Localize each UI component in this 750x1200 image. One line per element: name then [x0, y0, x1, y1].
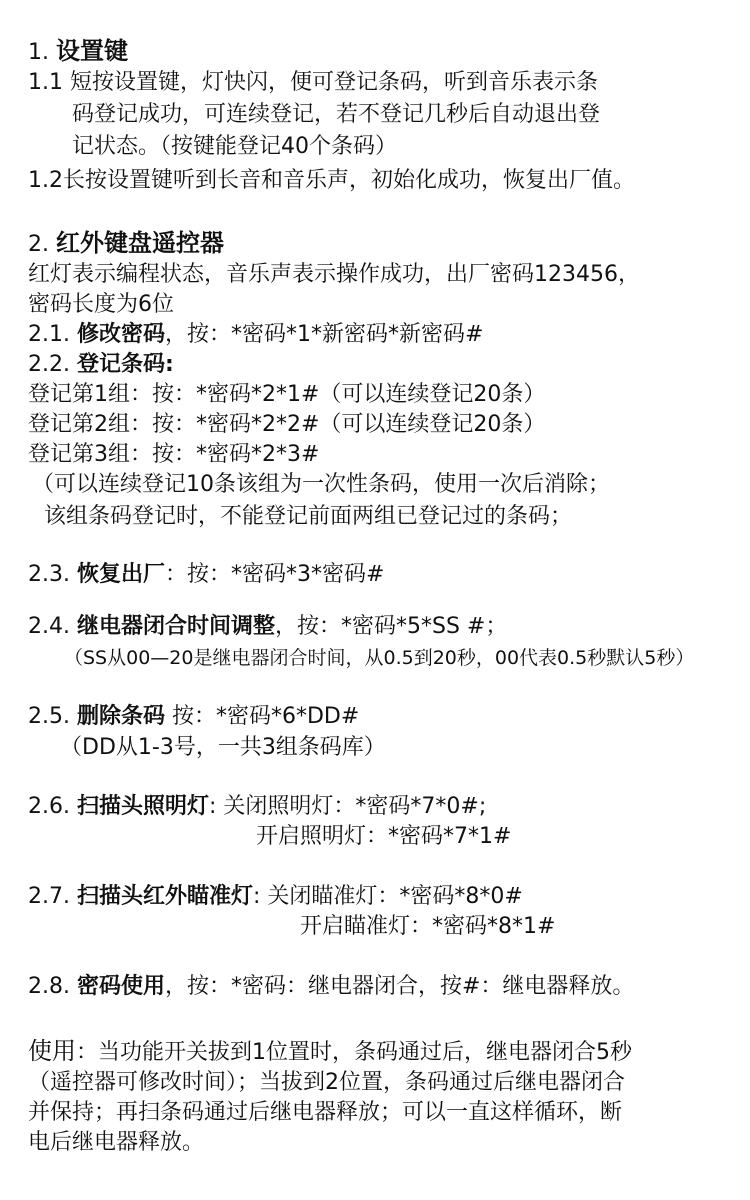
- section-2-desc-line-1: 红灯表示编程状态，音乐声表示操作成功，出厂密码123456，: [28, 262, 640, 287]
- item-2-6: [28, 792, 486, 822]
- usage-title: 使用: [28, 1037, 76, 1065]
- section-1-number: 1.: [28, 40, 49, 65]
- item-2-7-text: : 关闭瞄准灯：*密码*8*0#: [253, 884, 523, 909]
- item-2-7-line-2: 开启瞄准灯：*密码*8*1#: [300, 914, 556, 939]
- item-2-3: [28, 560, 384, 590]
- item-2-4-note: （SS从00—20是继电器闭合时间，从0.5到20秒，00代表0.5秒默认5秒）: [64, 647, 695, 669]
- item-2-1-number: 2.1.: [28, 322, 70, 347]
- item-2-4: [28, 612, 507, 642]
- item-2-8-title: 密码使用: [76, 974, 165, 999]
- item-2-5-note: （DD从1-3号，一共3组条码库）: [60, 735, 386, 760]
- item-2-8-text: ，按：*密码：继电器闭合，按#：继电器释放。: [165, 974, 635, 999]
- item-2-8-number: 2.8.: [28, 974, 70, 999]
- item-1-1-line-2: 码登记成功，可连续登记，若不登记几秒后自动退出登: [72, 102, 601, 127]
- usage-line-3: 并保持；再扫条码通过后继电器释放；可以一直这样循环，断: [28, 1100, 623, 1125]
- section-2-number: 2.: [28, 232, 49, 257]
- section-1-title: 设置键: [56, 37, 128, 65]
- item-2-2-title: 登记条码:: [76, 352, 174, 377]
- item-2-4-number: 2.4.: [28, 614, 70, 639]
- item-2-5-text: 按：*密码*6*DD#: [165, 704, 360, 729]
- section-2-title: 红外键盘遥控器: [56, 229, 224, 257]
- usage-line-1-text: ：当功能开关拔到1位置时，条码通过后，继电器闭合5秒: [76, 1040, 632, 1065]
- section-2-desc-line-2: 密码长度为6位: [28, 292, 174, 317]
- item-2-5: [28, 702, 359, 732]
- item-2-7-number: 2.7.: [28, 884, 70, 909]
- item-2-2-line-3: 登记第3组：按：*密码*2*3#: [28, 442, 320, 467]
- item-2-4-title: 继电器闭合时间调整: [76, 614, 275, 639]
- usage-line-1: [28, 1036, 632, 1068]
- item-2-5-title: 删除条码: [76, 704, 165, 729]
- item-2-1-text: ，按：*密码*1*新密码*新密码#: [165, 322, 484, 347]
- item-2-2-line-1: 登记第1组：按：*密码*2*1#（可以连续登记20条）: [28, 382, 546, 407]
- item-2-2: [28, 350, 174, 380]
- item-2-6-number: 2.6.: [28, 794, 70, 819]
- item-1-1-line-1: 1.1 短按设置键，灯快闪，便可登记条码，听到音乐表示条: [28, 70, 598, 95]
- item-2-7-title: 扫描头红外瞄准灯: [76, 884, 253, 909]
- item-2-1-title: 修改密码: [76, 322, 165, 347]
- item-2-6-line-2: 开启照明灯：*密码*7*1#: [256, 824, 512, 849]
- item-2-2-line-2: 登记第2组：按：*密码*2*2#（可以连续登记20条）: [28, 412, 546, 437]
- item-2-2-line-5: 该组条码登记时，不能登记前面两组已登记过的条码；: [44, 504, 573, 529]
- item-2-3-title: 恢复出厂: [76, 562, 165, 587]
- section-2-heading: [28, 228, 224, 260]
- item-2-6-text: : 关闭照明灯：*密码*7*0#;: [209, 794, 487, 819]
- item-2-6-title: 扫描头照明灯: [76, 794, 209, 819]
- item-2-7: [28, 882, 523, 912]
- item-2-5-number: 2.5.: [28, 704, 70, 729]
- section-1-heading: [28, 36, 128, 68]
- item-2-3-number: 2.3.: [28, 562, 70, 587]
- item-2-4-text: ，按：*密码*5*SS #；: [275, 614, 508, 639]
- item-2-2-line-4: （可以连续登记10条该组为一次性条码，使用一次后消除；: [32, 472, 610, 497]
- item-2-3-text: ：按：*密码*3*密码#: [165, 562, 385, 587]
- item-2-1: [28, 320, 483, 350]
- usage-line-4: 电后继电器释放。: [28, 1130, 205, 1155]
- item-2-2-number: 2.2.: [28, 352, 70, 377]
- item-2-8: [28, 972, 634, 1002]
- item-1-2-text: 1.2长按设置键听到长音和音乐声，初始化成功，恢复出厂值。: [28, 168, 635, 193]
- usage-line-2: （遥控器可修改时间）；当拔到2位置，条码通过后继电器闭合: [28, 1070, 625, 1095]
- item-1-1-line-3: 记状态。（按键能登记40个条码）: [72, 134, 397, 159]
